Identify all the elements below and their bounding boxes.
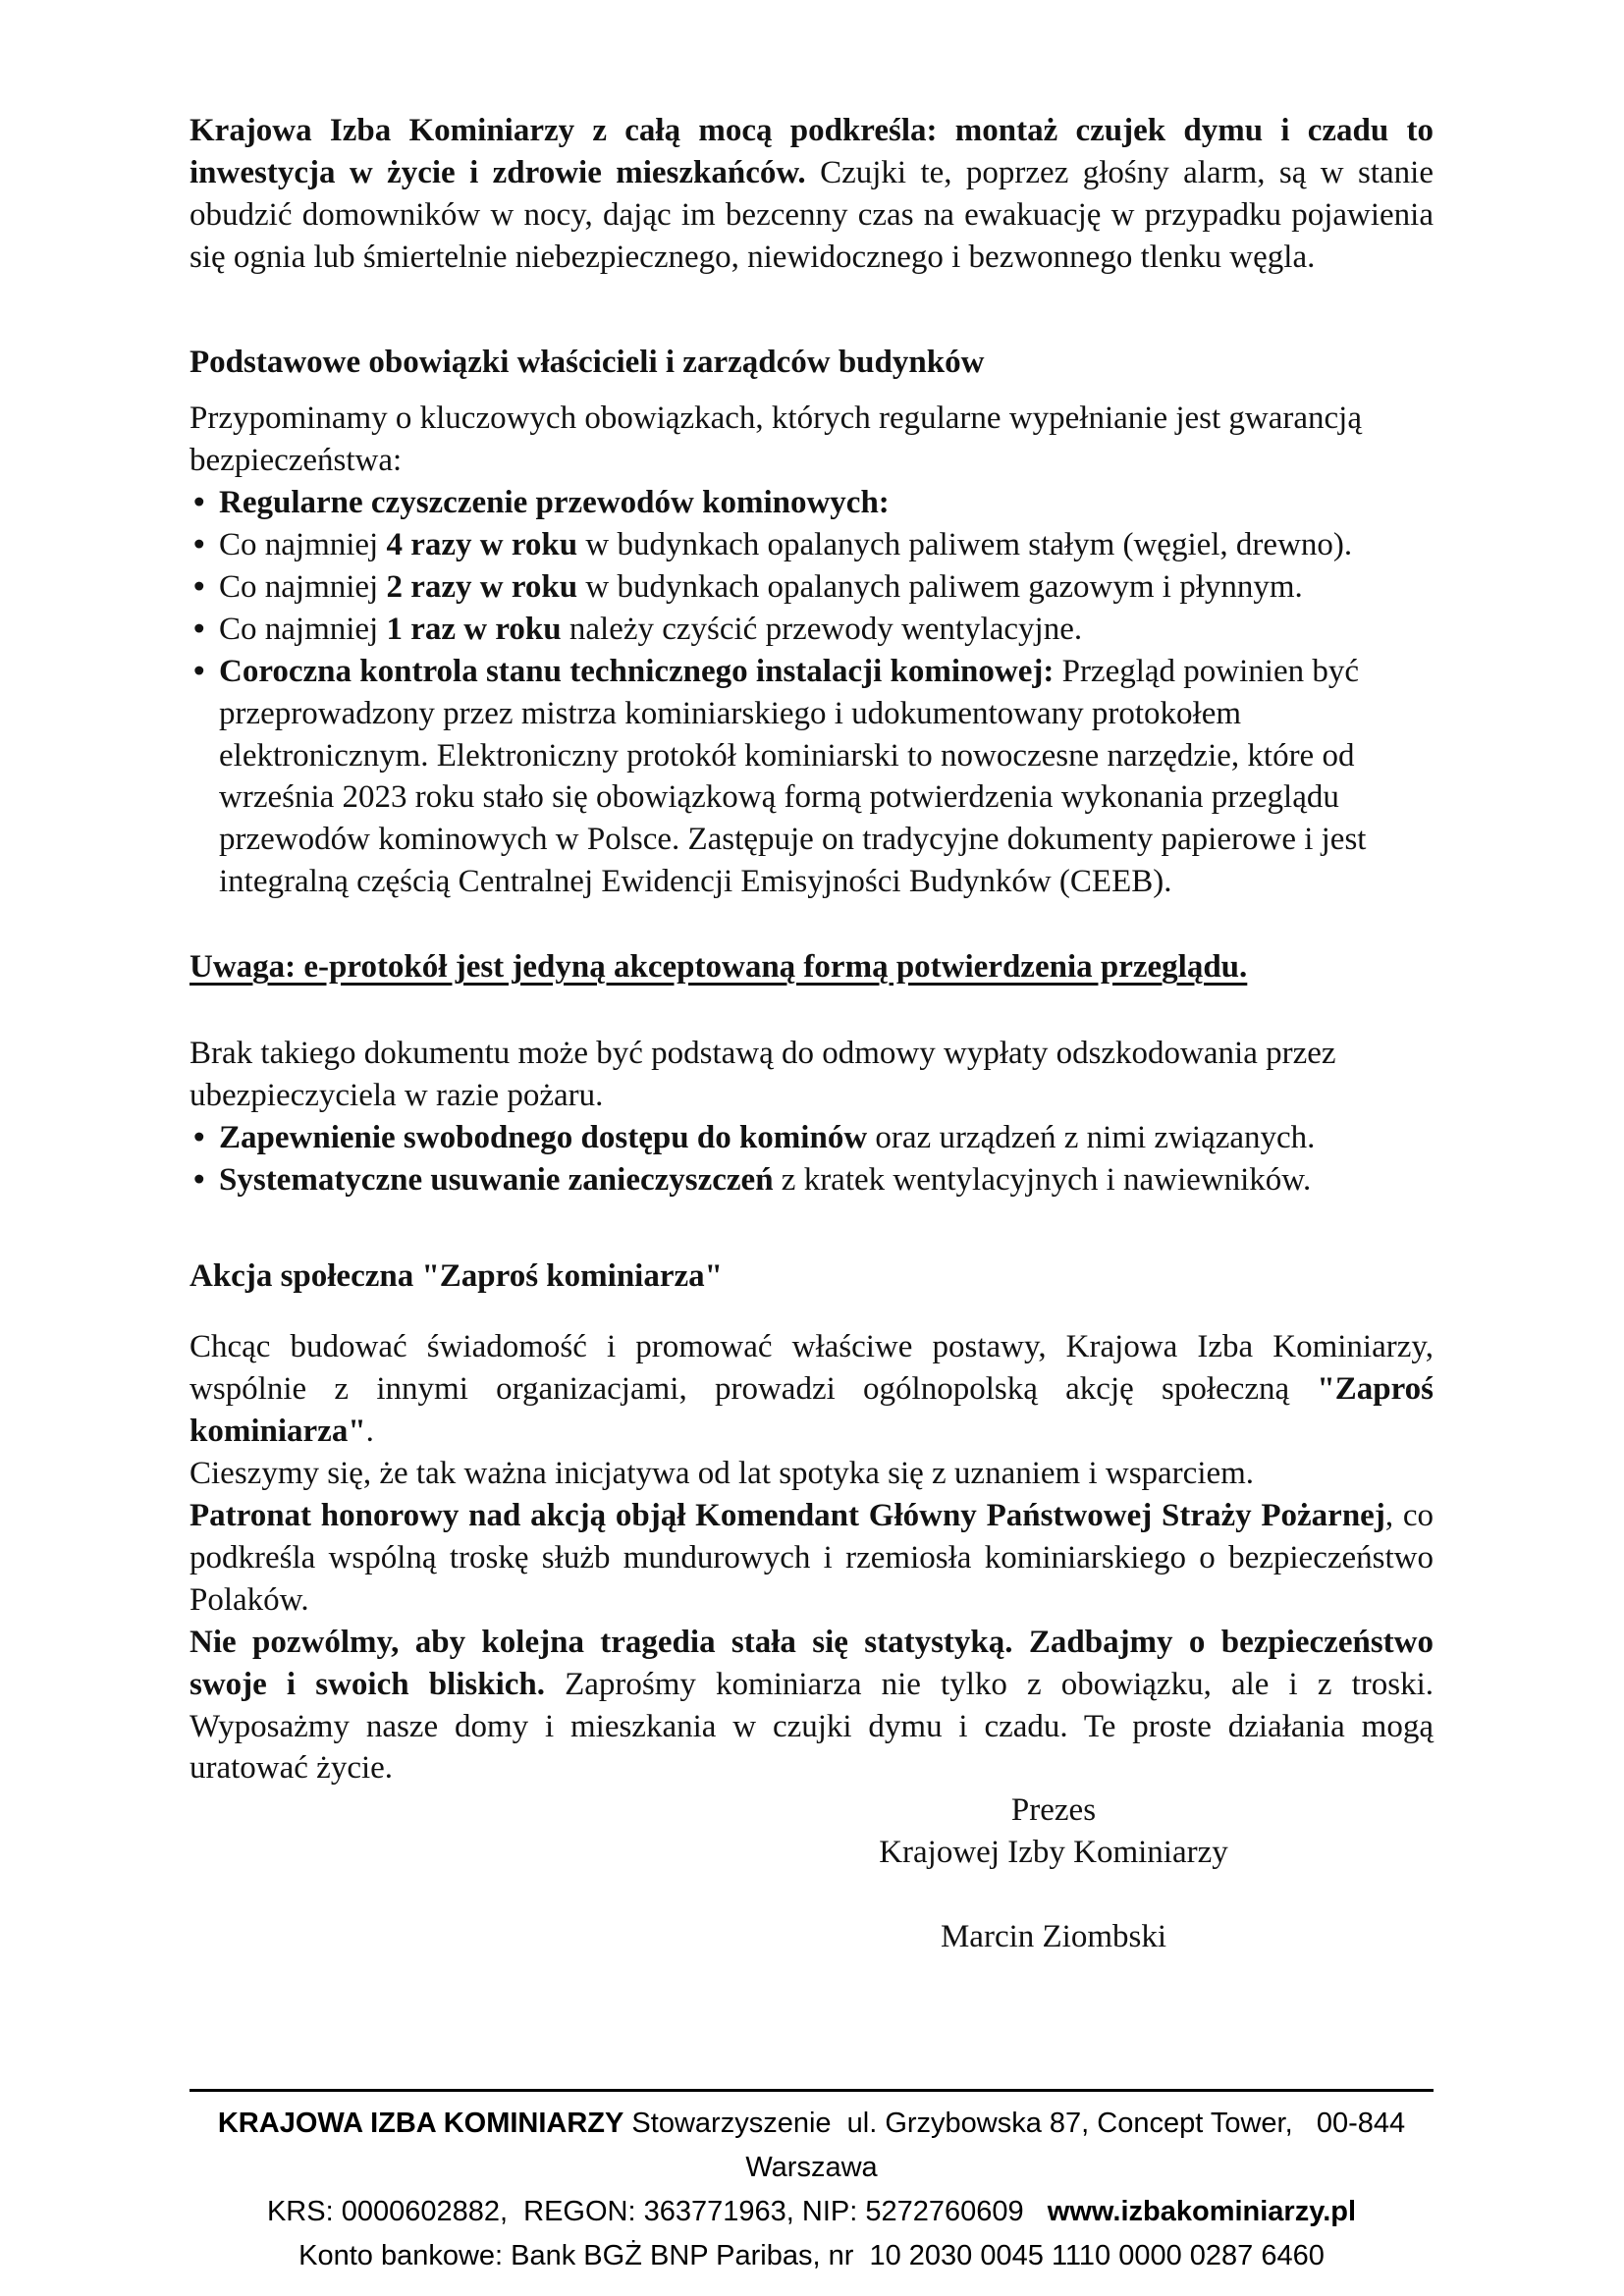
appeal-bold-text: Nie pozwólmy, aby kolejna tragedia stała się statystyką. Zadbajmy o bezpieczeństwo swoje i swoich bliskich.	[189, 1624, 1434, 1702]
footer-website-text: www.izbakominiarzy.pl	[1047, 2196, 1357, 2227]
bullet-text: w budynkach opalanych paliwem stałym (węgiel, drewno).	[577, 527, 1353, 563]
bullet-text: Przegląd powinien być przeprowadzony przez mistrza kominiarskiego i udokumentowany protokołem elektronicznym. Elektroniczny protokół kominiarski to nowoczesne narzędzie, które od września 2023 roku stało się obowiązkową formą potwierdzenia wykonania przeglądu przewodów kominowych w Polsce. Zastępuje on tradycyjne dokumenty papierowe i jest integralną częścią Centralnej Ewidencji Emisyjności Budynków (CEEB).	[219, 653, 1367, 900]
intro-bold-text: Krajowa Izba Kominiarzy z całą mocą podkreśla: montaż czujek dymu i czadu to inwestycja w życie i zdrowie mieszkańców.	[189, 113, 1434, 190]
campaign-bold-text: "Zaproś kominiarza"	[189, 1371, 1434, 1450]
list-item	[189, 524, 1434, 566]
duties-heading: Podstawowe obowiązki właścicieli i zarządców budynków	[189, 344, 985, 380]
patronage-bold-text: Patronat honorowy nad akcją objął Komendant Główny Państwowej Straży Pożarnej	[189, 1498, 1385, 1534]
access-bullet-list	[189, 1117, 1434, 1201]
list-item	[189, 1117, 1434, 1159]
bullet-bold-text: 1 raz w roku	[386, 611, 562, 647]
intro-regular-text: Czujki te, poprzez głośny alarm, są w stanie obudzić domowników w nocy, dając im bezcenny czas na ewakuację w przypadku pojawienia się ognia lub śmiertelnie niebezpiecznego, niewidocznego i bezwonnego tlenku węgla.	[189, 154, 1435, 275]
e-protocol-notice: Uwaga: e-protokół jest jedyną akceptowaną formą potwierdzenia przeglądu.	[189, 949, 1248, 986]
campaign-paragraph-1	[189, 1326, 1434, 1453]
signature-role-line-1: Prezes	[1010, 1792, 1097, 1829]
campaign-paragraph-4	[189, 1622, 1434, 1790]
footer-registry-line	[189, 2190, 1434, 2234]
bullet-bold-text: Coroczna kontrola stanu technicznego instalacji kominowej:	[219, 653, 1055, 689]
campaign-paragraph-3	[189, 1495, 1434, 1622]
campaign-paragraph-2: Cieszymy się, że tak ważna inicjatywa od lat spotyka się z uznaniem i wsparciem.	[189, 1456, 1255, 1492]
footer-bank-line: Konto bankowe: Bank BGŻ BNP Paribas, nr 10 2030 0045 1110 0000 0287 6460	[298, 2240, 1325, 2271]
list-item	[189, 566, 1434, 609]
list-item	[189, 1159, 1434, 1201]
campaign-text: , co podkreśla wspólną troskę służb mundurowych i rzemiosła kominiarskiego o bezpieczeństwo Polaków.	[189, 1498, 1434, 1618]
insurance-note-paragraph: Brak takiego dokumentu może być podstawą do odmowy wypłaty odszkodowania przez ubezpieczyciela w razie pożaru.	[189, 1036, 1336, 1113]
bullet-text: w budynkach opalanych paliwem gazowym i płynnym.	[577, 569, 1303, 606]
bullet-text: należy czyścić przewody wentylacyjne.	[561, 611, 1083, 647]
campaign-heading: Akcja społeczna "Zaproś kominiarza"	[189, 1257, 723, 1294]
duties-lead-paragraph: Przypominamy o kluczowych obowiązkach, których regularne wypełnianie jest gwarancją bezpieczeństwa:	[189, 400, 1362, 479]
duties-bullet-list	[189, 482, 1434, 903]
campaign-text: Zaprośmy kominiarza nie tylko z obowiązku, ale i z troski. Wyposażmy nasze domy i mieszkania w czujki dymu i czadu. Te proste działania mogą uratować życie.	[189, 1666, 1435, 1787]
bullet-bold-text: Systematyczne usuwanie zanieczyszczeń	[219, 1161, 774, 1198]
footer-address-line	[189, 2102, 1434, 2190]
campaign-text: .	[365, 1414, 374, 1450]
bullet-bold-text: 2 razy w roku	[386, 569, 578, 606]
bullet-text: Co najmniej	[219, 611, 387, 647]
bullet-bold-text: 4 razy w roku	[386, 527, 578, 563]
footer-address-text: Stowarzyszenie ul. Grzybowska 87, Concept Tower, 00-844 Warszawa	[623, 2108, 1414, 2183]
bullet-text: Co najmniej	[219, 527, 387, 563]
bullet-text: z kratek wentylacyjnych i nawiewników.	[773, 1161, 1312, 1198]
intro-paragraph	[189, 110, 1434, 279]
signature-block	[808, 1789, 1299, 1958]
list-item	[189, 482, 1434, 524]
signature-name: Marcin Ziombski	[940, 1919, 1167, 1955]
bullet-bold-text: Zapewnienie swobodnego dostępu do kominów	[219, 1119, 868, 1155]
list-item	[189, 651, 1434, 903]
bullet-bold-text: Regularne czyszczenie przewodów kominowych:	[219, 485, 890, 521]
footer-registry-text: KRS: 0000602882, REGON: 363771963, NIP: 5272760609	[266, 2196, 1048, 2227]
list-item	[189, 609, 1434, 651]
campaign-text: Chcąc budować świadomość i promować właściwe postawy, Krajowa Izba Kominiarzy, wspólnie z innymi organizacjami, prowadzi ogólnopolską akcję społeczną	[189, 1329, 1434, 1408]
organization-name: KRAJOWA IZBA KOMINIARZY	[217, 2108, 624, 2139]
signature-role-line-2: Krajowej Izby Kominiarzy	[879, 1835, 1228, 1871]
bullet-text: oraz urządzeń z nimi związanych.	[867, 1119, 1316, 1155]
bullet-text: Co najmniej	[219, 569, 387, 606]
letter-footer	[189, 2089, 1434, 2278]
